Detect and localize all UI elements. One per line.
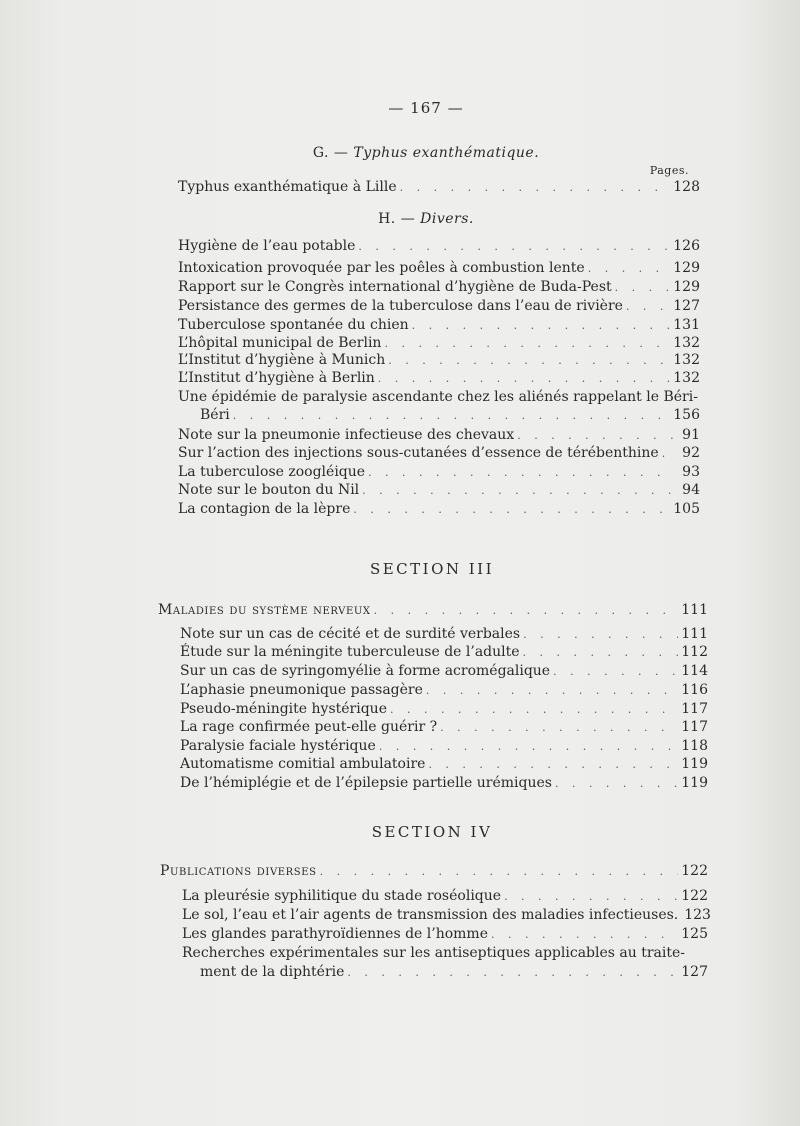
dot-leader xyxy=(588,260,671,278)
dot-leader xyxy=(517,427,673,445)
toc-entry-title: Étude sur la méningite tuberculeuse de l’adulte xyxy=(180,644,520,660)
toc-entry-page: 117 xyxy=(681,701,708,717)
dot-leader xyxy=(428,756,678,774)
toc-entry xyxy=(178,297,700,315)
dot-leader xyxy=(353,501,670,519)
toc-entry xyxy=(182,925,708,943)
toc-entry-title: Note sur un cas de cécité et de surdité verbales xyxy=(180,626,521,642)
toc-entry-title: L’hôpital municipal de Berlin xyxy=(178,335,382,351)
dot-leader xyxy=(662,445,673,463)
toc-entry xyxy=(178,178,700,196)
toc-entry-page: 132 xyxy=(673,335,700,351)
toc-entry-page: 122 xyxy=(681,863,708,879)
toc-entry-title: Tuberculose spontanée du chien xyxy=(178,317,409,333)
dot-leader xyxy=(347,964,678,982)
dot-leader xyxy=(320,863,679,881)
toc-entry-page: 132 xyxy=(673,352,700,368)
toc-entry-title: Sur un cas de syringomyélie à forme acromégalique xyxy=(180,663,551,679)
toc-entry-page: 131 xyxy=(673,317,700,333)
toc-entry-page: 127 xyxy=(673,298,700,314)
toc-entry-page: 119 xyxy=(681,756,708,772)
toc-entry-title: Rapport sur le Congrès international d’hygiène de Buda-Pest xyxy=(178,279,612,295)
toc-entry-page: 126 xyxy=(673,238,700,254)
toc-entry xyxy=(178,369,700,387)
toc-entry xyxy=(178,426,700,444)
pages-column-label: Pages. xyxy=(649,164,689,177)
dot-leader xyxy=(358,238,670,256)
page-number: — 167 — xyxy=(388,99,464,117)
toc-entry-page: 119 xyxy=(681,775,708,791)
dot-leader xyxy=(400,179,671,197)
toc-entry xyxy=(180,700,708,718)
dot-leader xyxy=(412,317,671,335)
toc-entry xyxy=(178,237,700,255)
toc-entry xyxy=(180,643,708,661)
toc-entry-title: Les glandes parathyroïdiennes de l’homme xyxy=(182,926,488,942)
toc-entry-title: La rage confirmée peut-elle guérir ? xyxy=(180,719,438,735)
section-4-heading xyxy=(160,862,708,880)
toc-entry xyxy=(180,718,708,736)
dot-leader xyxy=(390,701,678,719)
toc-entry xyxy=(200,406,700,424)
dot-leader xyxy=(388,352,670,370)
toc-entry-page: 123 xyxy=(684,907,711,923)
toc-entry-page: 116 xyxy=(681,682,708,698)
toc-entry-title: ment de la diphtérie xyxy=(200,964,345,980)
dot-leader xyxy=(555,775,678,793)
toc-entry-page: 129 xyxy=(673,260,700,276)
toc-entry-title: Typhus exanthématique à Lille xyxy=(178,179,397,195)
toc-entry-title: La tuberculose zoogléique xyxy=(178,464,366,480)
dot-leader xyxy=(379,738,678,756)
toc-entry-page: 112 xyxy=(681,644,708,660)
toc-entry-title: L’aphasie pneumonique passagère xyxy=(180,682,423,698)
toc-entry-title: Pseudo-méningite hystérique xyxy=(180,701,387,717)
dot-leader xyxy=(504,888,678,906)
toc-entry-title: Hygiène de l’eau potable xyxy=(178,238,356,254)
subsection-g-title: Typhus exanthématique. xyxy=(353,145,540,161)
toc-entry xyxy=(180,662,708,680)
toc-entry-title: Automatisme comitial ambulatoire xyxy=(180,756,426,772)
toc-entry-title: L’Institut d’hygiène à Berlin xyxy=(178,370,375,386)
toc-entry xyxy=(178,334,700,352)
toc-entry-page: 129 xyxy=(673,279,700,295)
toc-entry-page: 111 xyxy=(681,602,708,618)
toc-entry xyxy=(178,500,700,518)
dot-leader xyxy=(523,626,678,644)
subsection-h-title: Divers. xyxy=(420,211,474,227)
subsection-h-heading xyxy=(0,211,800,227)
toc-entry xyxy=(178,481,700,499)
toc-entry-title: Maladies du système nerveux xyxy=(158,602,371,618)
toc-entry-title: La contagion de la lèpre xyxy=(178,501,351,517)
toc-entry-title: La pleurésie syphilitique du stade roséolique xyxy=(182,888,502,904)
toc-entry xyxy=(182,906,711,924)
subsection-g-heading xyxy=(0,145,800,161)
toc-entry-line: Recherches expérimentales sur les antiseptiques applicables au traite- xyxy=(182,945,685,961)
dot-leader xyxy=(626,298,670,316)
dot-leader xyxy=(615,279,671,297)
toc-entry-line: Une épidémie de paralysie ascendante chez les aliénés rappelant le Béri- xyxy=(178,389,698,405)
toc-entry xyxy=(178,259,700,277)
toc-entry-title: De l’hémiplégie et de l’épilepsie partielle urémiques xyxy=(180,775,552,791)
dot-leader xyxy=(426,682,678,700)
toc-entry xyxy=(178,316,700,334)
toc-entry xyxy=(180,737,708,755)
toc-entry-page: 105 xyxy=(673,501,700,517)
dot-leader xyxy=(378,370,670,388)
toc-entry xyxy=(178,444,700,462)
toc-entry-page: 117 xyxy=(681,719,708,735)
toc-entry-page: 122 xyxy=(681,888,708,904)
toc-entry-page: 132 xyxy=(673,370,700,386)
toc-entry-page: 128 xyxy=(673,179,700,195)
subsection-g-prefix: G. — xyxy=(312,145,354,161)
toc-entry xyxy=(180,625,708,643)
toc-entry-page: 94 xyxy=(682,482,700,498)
dot-leader xyxy=(233,407,671,425)
toc-entry-page: 93 xyxy=(682,464,700,480)
toc-entry xyxy=(180,774,708,792)
section-3-title: SECTION III xyxy=(369,560,495,578)
toc-entry-page: 118 xyxy=(681,738,708,754)
dot-leader xyxy=(491,926,678,944)
toc-entry xyxy=(178,463,700,481)
toc-entry-page: 156 xyxy=(673,407,700,423)
toc-entry xyxy=(182,887,708,905)
toc-entry xyxy=(178,351,700,369)
toc-entry-title: Sur l’action des injections sous-cutanées d’essence de térébenthine xyxy=(178,445,659,461)
section-4-title: SECTION IV xyxy=(371,823,493,841)
toc-entry xyxy=(200,963,708,981)
toc-entry-title: Paralysie faciale hystérique xyxy=(180,738,376,754)
dot-leader xyxy=(440,719,678,737)
toc-entry-title: Béri xyxy=(200,407,230,423)
section-3-heading xyxy=(158,601,708,619)
toc-entry-page: 111 xyxy=(681,626,708,642)
toc-entry-title: L’Institut d’hygiène à Munich xyxy=(178,352,386,368)
dot-leader xyxy=(368,464,673,482)
toc-entry-title: Le sol, l’eau et l’air agents de transmission des maladies infectieuses. xyxy=(182,907,679,923)
toc-entry-page: 92 xyxy=(682,445,700,461)
subsection-h-prefix: H. — xyxy=(378,211,421,227)
toc-entry-page: 125 xyxy=(681,926,708,942)
toc-entry-title: Publications diverses xyxy=(160,863,317,879)
toc-entry xyxy=(178,278,700,296)
dot-leader xyxy=(374,602,679,620)
toc-entry-page: 91 xyxy=(682,427,700,443)
dot-leader xyxy=(523,644,679,662)
toc-entry-title: Note sur le bouton du Nil xyxy=(178,482,360,498)
dot-leader xyxy=(553,663,678,681)
toc-entry-title: Intoxication provoquée par les poêles à combustion lente xyxy=(178,260,585,276)
toc-entry-page: 127 xyxy=(681,964,708,980)
dot-leader xyxy=(362,482,673,500)
toc-entry-page: 114 xyxy=(681,663,708,679)
toc-entry-title: Note sur la pneumonie infectieuse des chevaux xyxy=(178,427,515,443)
toc-entry xyxy=(180,755,708,773)
toc-entry xyxy=(180,681,708,699)
toc-entry-title: Persistance des germes de la tuberculose dans l’eau de rivière xyxy=(178,298,623,314)
